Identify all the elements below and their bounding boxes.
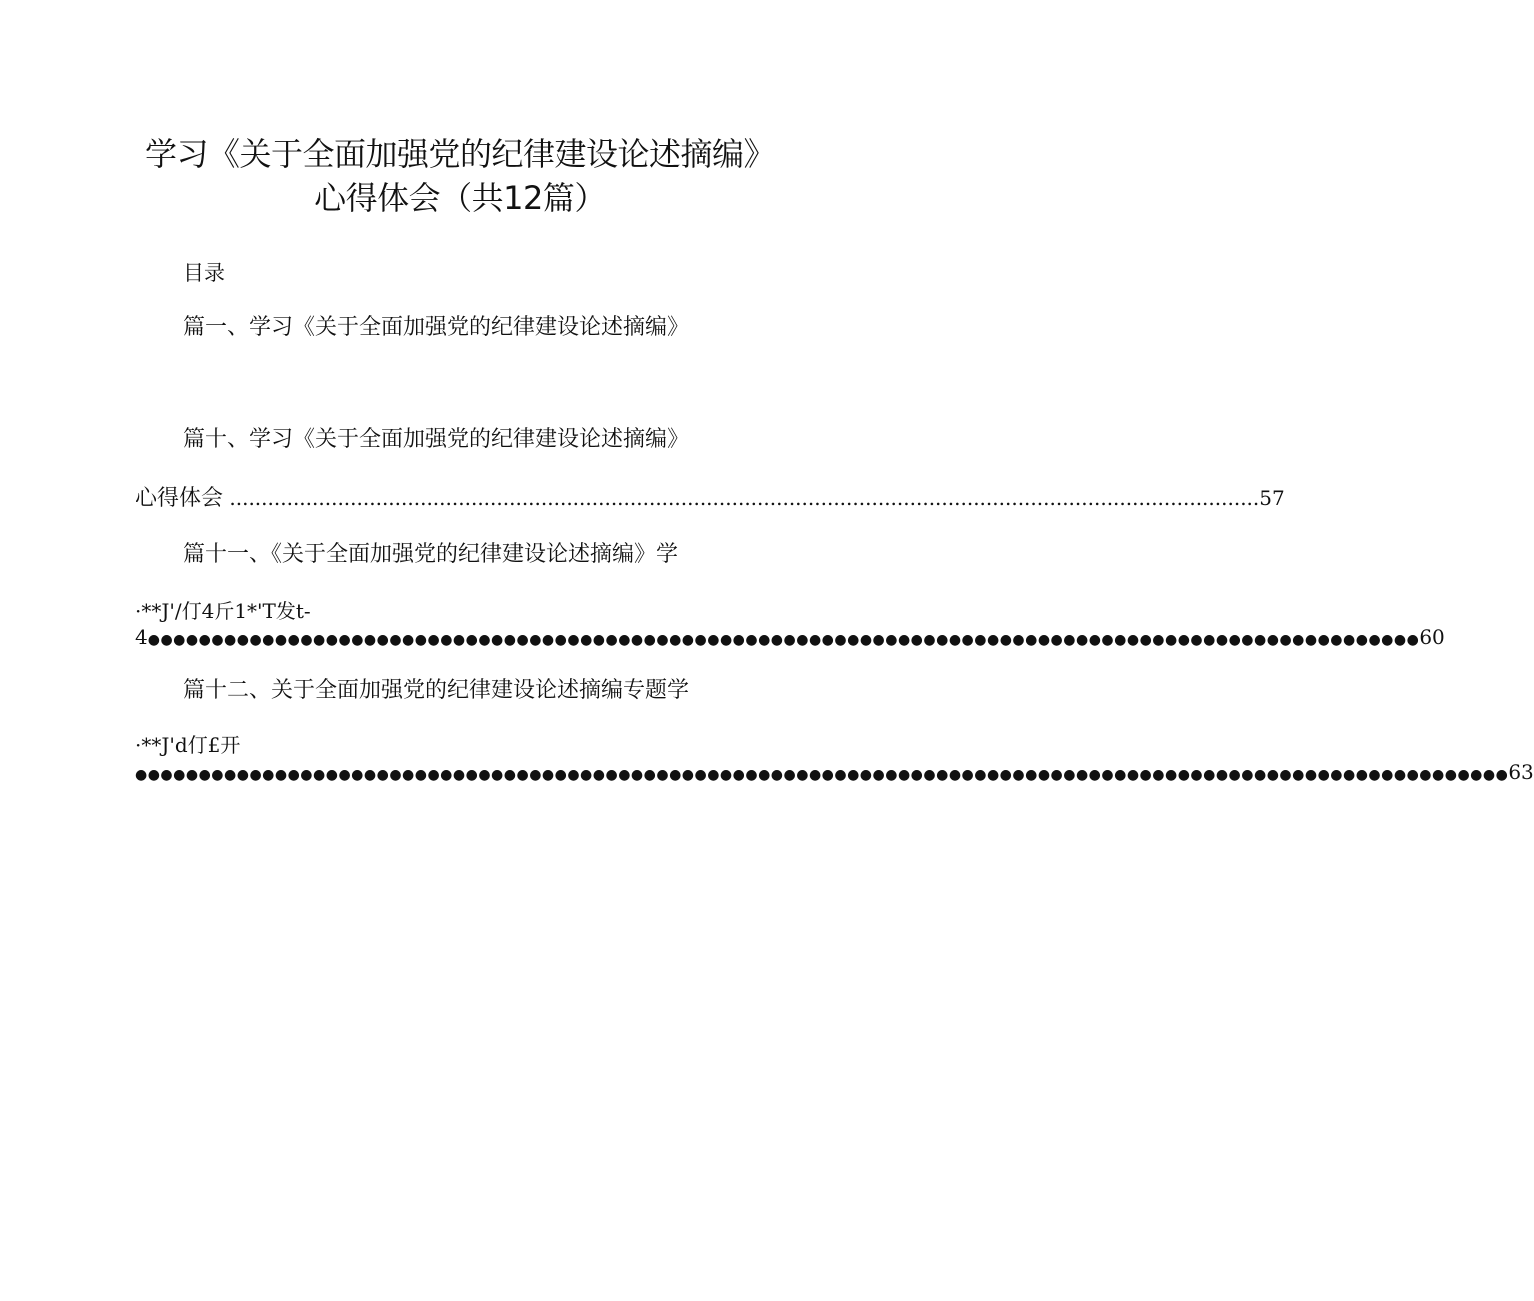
toc-entry-12-subtitle: ·**J'd仃£开 [135, 733, 241, 757]
toc-heading: 目录 [183, 261, 225, 285]
document-title-line-1: 学习《关于全面加强党的纪律建设论述摘编》 [144, 135, 775, 173]
document-title-line-2: 心得体会（共12篇） [314, 179, 606, 217]
toc-entry-12-bullet-leader: ●●●●●●●●●●●●●●●●●●●●●●●●●●●●●●●●●●●●●●●●●●●●●●●●●●●●●●●●●●●●●●●●●●●●●●●●●●●●●●●●●●●●●●●●●●●●●●●●●●●●●●●●●●●● [135, 767, 1509, 783]
toc-entry-12-title[interactable]: 篇十二、关于全面加强党的纪律建设论述摘编专题学 [183, 678, 690, 703]
toc-entry-10-page-number: 57 [1259, 486, 1285, 510]
toc-entry-11-subtitle-end: 4 [135, 625, 148, 649]
toc-entry-11-title[interactable]: 篇十一、《关于全面加强党的纪律建设论述摘编》学 [183, 542, 679, 567]
toc-entry-1-title[interactable]: 篇一、学习《关于全面加强党的纪律建设论述摘编》 [183, 315, 690, 340]
toc-entry-10-title[interactable]: 篇十、学习《关于全面加强党的纪律建设论述摘编》 [183, 427, 690, 452]
toc-entry-11-bullet-leader: ●●●●●●●●●●●●●●●●●●●●●●●●●●●●●●●●●●●●●●●●●●●●●●●●●●●●●●●●●●●●●●●●●●●●●●●●●●●●●●●●●●●●●●●●●●●●●●●●●●●● [147, 632, 1420, 648]
toc-entry-11-subtitle: ·**J'/仃4斤1*'T发t- [135, 599, 311, 623]
toc-entry-12-page-number: 63 [1508, 760, 1534, 784]
toc-entry-10-dot-leader: .................................................................................................................................................................. [223, 486, 1260, 510]
toc-entry-11-leader-line[interactable] [135, 622, 1445, 655]
toc-entry-11-page-number: 60 [1419, 625, 1445, 649]
toc-entry-10-leader-line[interactable] [135, 483, 1285, 514]
toc-entry-12-leader-line[interactable] [135, 757, 1534, 790]
toc-entry-10-subtitle: 心得体会 [135, 486, 224, 511]
